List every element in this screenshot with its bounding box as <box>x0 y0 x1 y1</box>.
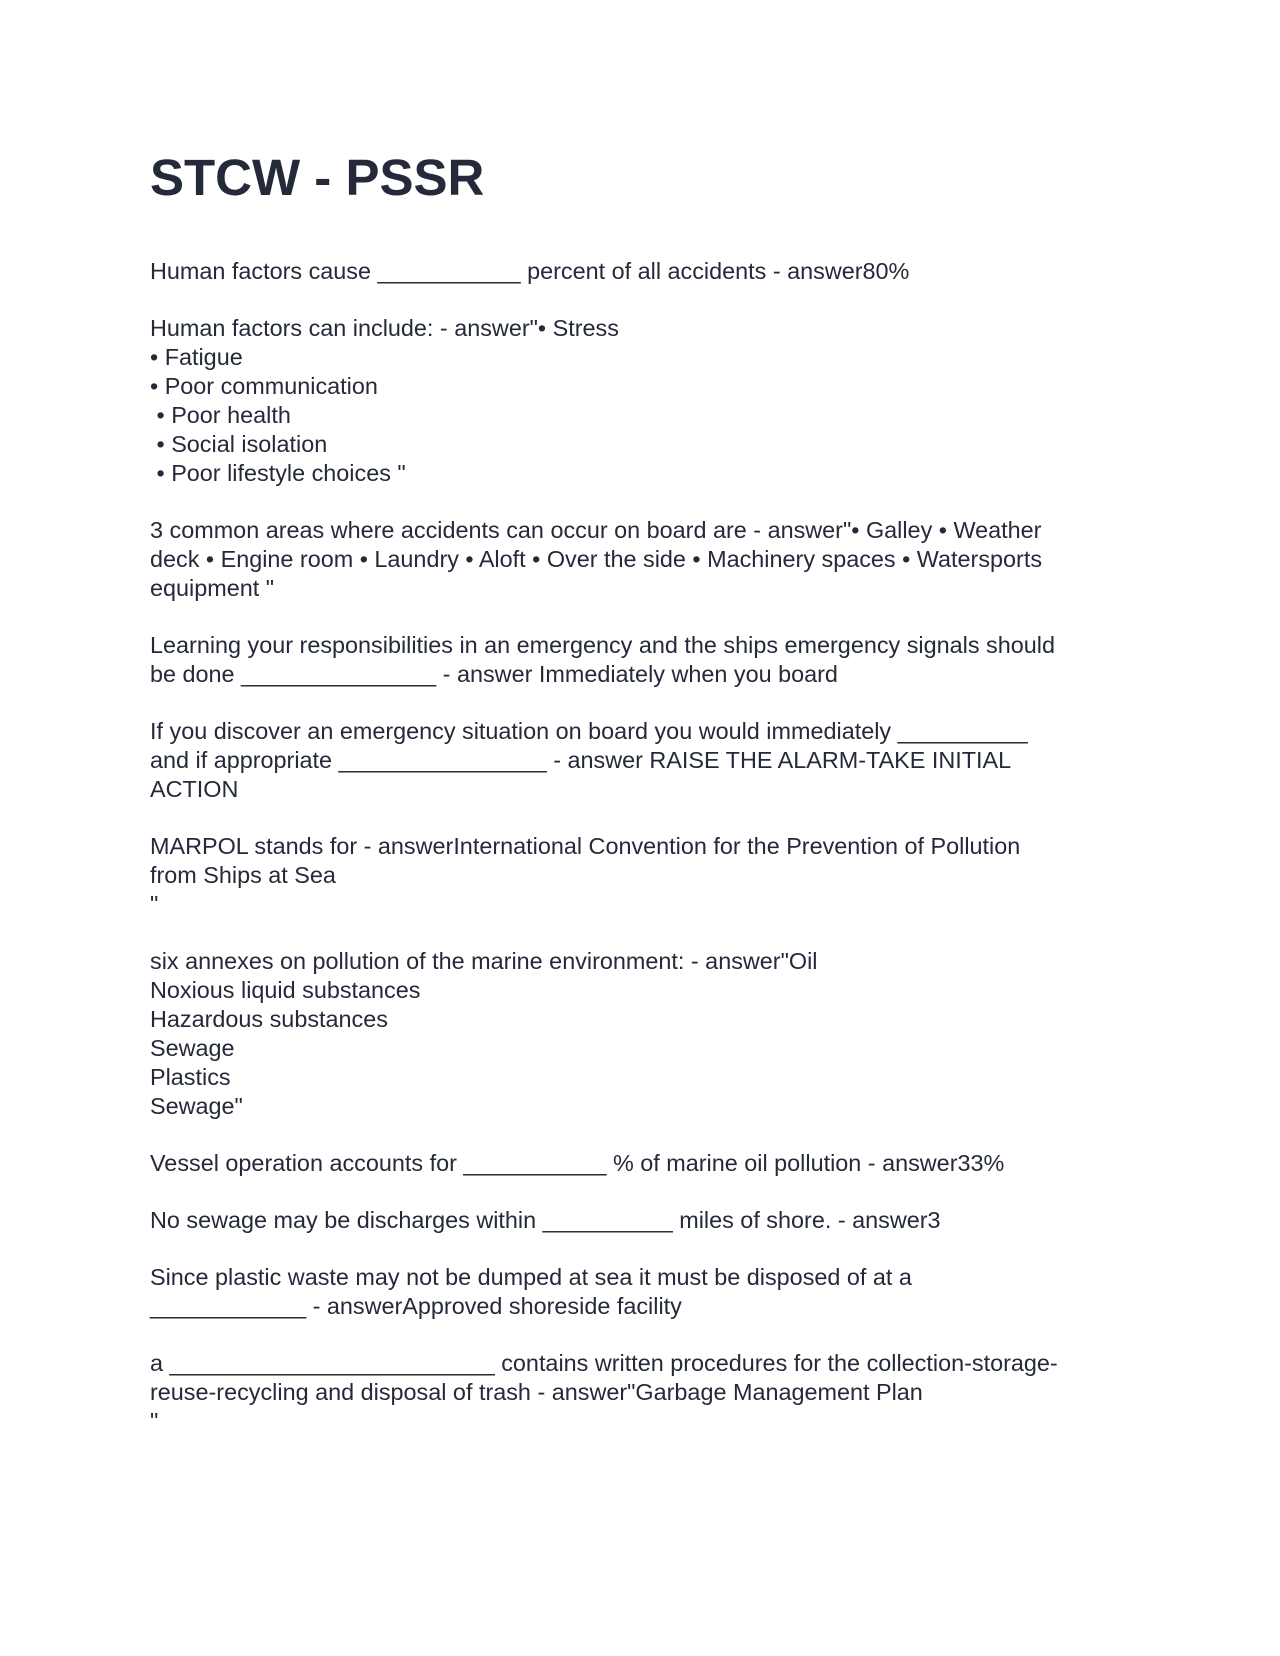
qa-item: Human factors can include: - answer"• Stress • Fatigue • Poor communication • Poor health • Social isolation • Poor lifestyle choices " <box>150 315 619 487</box>
qa-item: MARPOL stands for - answerInternational Convention for the Prevention of Pollution from Ships at Sea " <box>150 833 1021 918</box>
qa-item: Since plastic waste may not be dumped at sea it must be disposed of at a ____________ - answerApproved shoreside facility <box>150 1264 912 1320</box>
qa-item: 3 common areas where accidents can occur on board are - answer"• Galley • Weather deck • Engine room • Laundry • Aloft • Over the side • Machinery spaces • Watersports equipment " <box>150 517 1043 602</box>
qa-item: Learning your responsibilities in an emergency and the ships emergency signals should be done _______________ - answer Immediately when you board <box>150 632 1055 688</box>
qa-item: Human factors cause ___________ percent of all accidents - answer80% <box>150 258 910 285</box>
qa-item: No sewage may be discharges within __________ miles of shore. - answer3 <box>150 1207 941 1234</box>
qa-item: a _________________________ contains written procedures for the collection-storage- reuse-recycling and disposal of trash - answer"Garbage Management Plan " <box>150 1350 1058 1435</box>
qa-list <box>150 257 1130 1436</box>
qa-item: Vessel operation accounts for ___________ % of marine oil pollution - answer33% <box>150 1150 1005 1177</box>
qa-item: If you discover an emergency situation on board you would immediately __________ and if appropriate ________________ - answer RAISE THE ALARM-TAKE INITIAL ACTION <box>150 718 1028 803</box>
document-title: STCW - PSSR <box>150 149 485 206</box>
qa-item: six annexes on pollution of the marine environment: - answer"Oil Noxious liquid substances Hazardous substances Sewage Plastics Sewage" <box>150 948 818 1120</box>
document-page <box>150 150 1130 1464</box>
